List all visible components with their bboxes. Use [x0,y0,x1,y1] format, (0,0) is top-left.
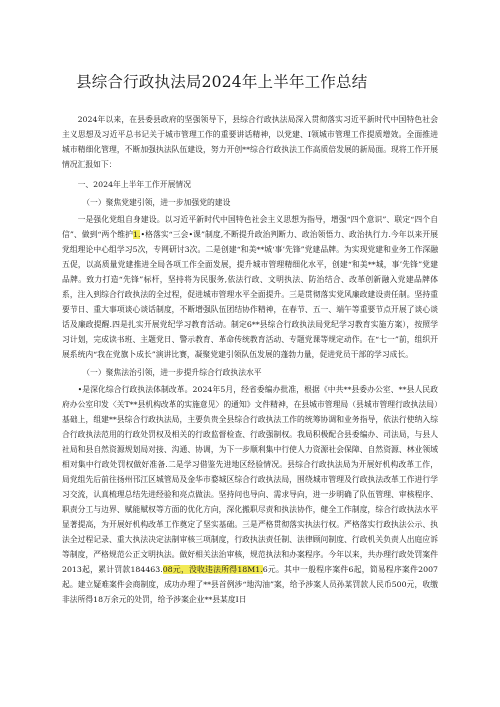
subsection-2-text-a: •是深化综合行政执法体制改革。2024年5月，经省委编办批准，根据《中共**县委办公室、**县人民政府办公室印发〈关T**县机构改革的实施意见〉的通知》文件精神，在县城市管理局（县城市管理行政执法局）基础上，组建**县综合行政执法局，主要负贵全县综合行政执法工作的统筹协调和业务指导，依法行使纳入综合行政执法范用的行政处罚权及相关的行政监督检查、行政强制权。我局积极配合县委编办、司法局，与县人社局和县自然资源规划局对接、沟通、协调，为下一步顺利集中行使人力资源社会保障、自然资源、林业领域相对集中行政处罚权做好准备.二是学习借鉴先进地区经验情况。县综合行政执法局为开展好机构改革工作，局党组先后前往扬州邗江区城管局及金华市婺城区综合行政执法局，围绕城市管理及行政执法改革工作进行学习交流，认真梳理总结先进经验和亮点做法。坚持问也导向、需求导向，进一步明确了队伍管理、审核程序、职责分工与边界、赋能赋权等方面的优化方向，深化搬职尽责和执法协作，健全工作制度，综合行政执法水平显著提高，为开展好机构改革工作奠定了坚实基础。三是严格贯彻落实执法行权。严格落实行政执法公示、执法全过程记录、重大执法决定法制审核三项制度，行政执法责任制、法律顾问制度、行政机关负责人出庭应诉等制度，严格规范公正文明执法。做好相关法治审核，规范执法和办案程序。今年以来，共办理行政处罚案件2013起，累计罚款184463. [62,385,438,574]
intro-paragraph: 2024年以来，在县委县政府的坚强领导下，县综合行政执法局深入贯彻落实习近平新时代中国特色社会主义思想及习近平总书记关于城市管理工作的重要讲话精神，以党建、Ⅰ领城市管理工作提质增效。全面推进城市精细化管理，不断加强执法队伍建设，努力开创**综合行政执法工作高质倍发展的新局面。现将工作开展情况汇报如下： [62,115,438,169]
subsection-1-heading: （一）聚焦党建引领，进一步加强党的建设 [82,198,231,207]
subsection-1-text-b: •格落实“三会•课”制度,不断提升政治判断力、政治领悟力、政治执行力.今年以来开展党组理论中心组学习5次，专网研讨3次。二是创建“和美**城‘事’先锋”党建品牌。为实现党建和业务工作深融五促，以高质量党建推进全局各项工作全面发展，提升城市管理精细化水平，创建“和美**城，事’先锋”党建品牌。致力打造“先锋”标杆，坚持将为民服务,依法行政、文明执法、防治结合、改革创新融入党建品牌体系，注入到综合行政执法的全过程，促进城市管理水平全面提升。三是贯彻落实党风廉政建设责任制。坚持重要节日、重大事项谈心谈话制度，不断增强队伍团结协作精神，在春节、五一、端午等重要节点开展了谈心谈话及廉政提醒.四是扎实开展党纪学习教育活动。制定6**县综合行政执法局党纪学习教育实施方案），按照学习计划，完成读书班、主题党日、警示教育、革命传统教育活动、专题党课等规定动作。在“七一”前，组织开展系统内“我在党旗卜成长”演讲比赛，凝聚党建引领队伍发展的蓬勃力量，促进党员干部的学习成长。 [62,230,438,359]
subsection-1-paragraph [62,212,438,362]
subsection-2-heading: （一）聚焦法治引领，进一步提升综合行政执法水平 [82,368,262,377]
highlighted-text: 08元，没收违法所得18M1. [162,565,263,574]
subsection-1-text-a: 一是强化党组自身建设。以习近平新时代中国特色社会主义思想为指导，增强“四个意识”、联定“四个自信”、做到“两个维护 [62,215,438,239]
subsection-2-paragraph [62,382,438,607]
section-1-heading: 一、2024年上半年工作开展情况 [77,180,191,189]
subsection-2-text-b: 6元。其中一般程序案件6起，简易程序案件2007起。建立疑难案件会商制度，成功办理了**县首例涉“地沟油”案，给予涉案人员孙某罚款人民币500元，收缴非法所得18万余元的处罚，给予涉案企业**县某度I日 [62,565,439,604]
highlighted-text: 1. [132,230,141,239]
document-title: 县综合行政执法局2024年上半年工作总结 [76,73,368,91]
